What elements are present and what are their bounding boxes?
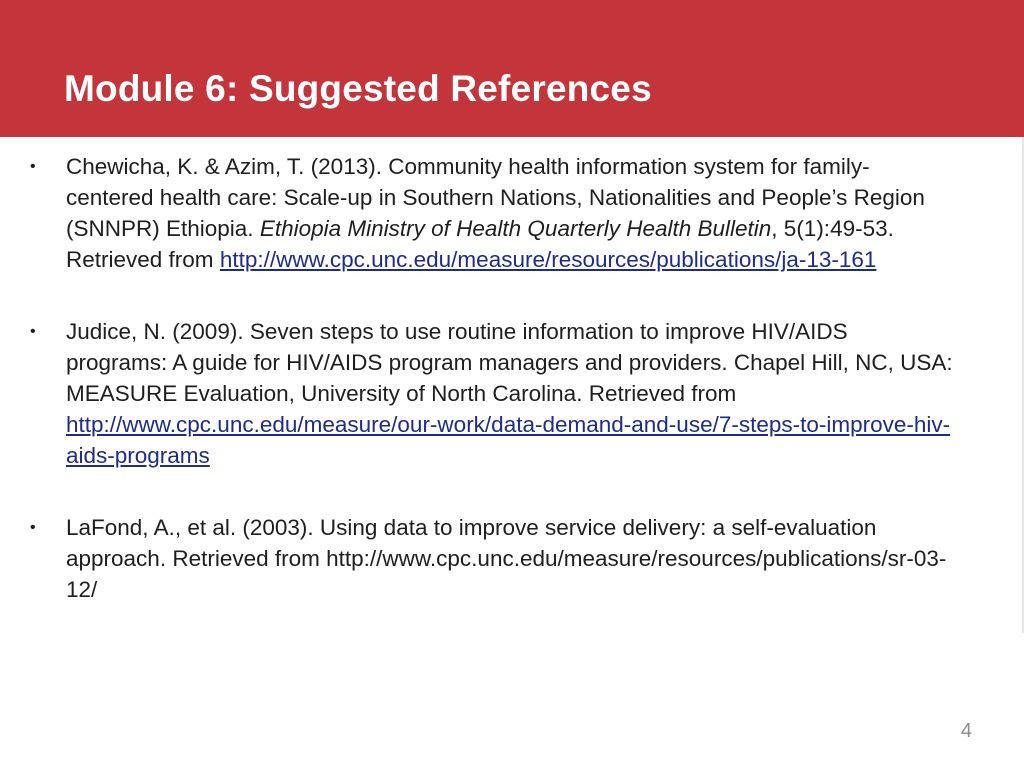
- reference-list: [0, 151, 1024, 646]
- reference-text: , 5(1):49-53. Retrieved from: [66, 216, 894, 272]
- reference-item-lafond: [0, 512, 1024, 605]
- title-bar: [0, 0, 1024, 137]
- reference-text: LaFond, A., et al. (2003). Using data to improve service delivery: a self-evaluation approach. Retrieved from http://www.cpc.unc.edu/measure/resources/publications/sr-03-12/: [66, 515, 947, 602]
- reference-link[interactable]: http://www.cpc.unc.edu/measure/our-work/data-demand-and-use/7-steps-to-improve-hiv-aids-programs: [66, 412, 951, 468]
- reference-link[interactable]: http://www.cpc.unc.edu/measure/resources/publications/ja-13-161: [219, 247, 877, 272]
- slide-title: Module 6: Suggested References: [64, 68, 652, 109]
- page-number: 4: [960, 720, 972, 742]
- reference-text: Judice, N. (2009). Seven steps to use routine information to improve HIV/AIDS programs: A guide for HIV/AIDS program managers and providers. Chapel Hill, NC, USA: MEASURE Evaluation, University of North Carolina. Retrieved from: [66, 319, 953, 406]
- journal-title: Ethiopia Ministry of Health Quarterly Health Bulletin: [259, 216, 772, 241]
- reference-text: Chewicha, K. & Azim, T. (2013). Community health information system for family-centered health care: Scale-up in Southern Nations, Nationalities and People’s Region (SNNPR) Ethiopia.: [66, 154, 925, 241]
- reference-item-chewicha: [0, 151, 1024, 275]
- reference-item-judice: [0, 316, 1024, 471]
